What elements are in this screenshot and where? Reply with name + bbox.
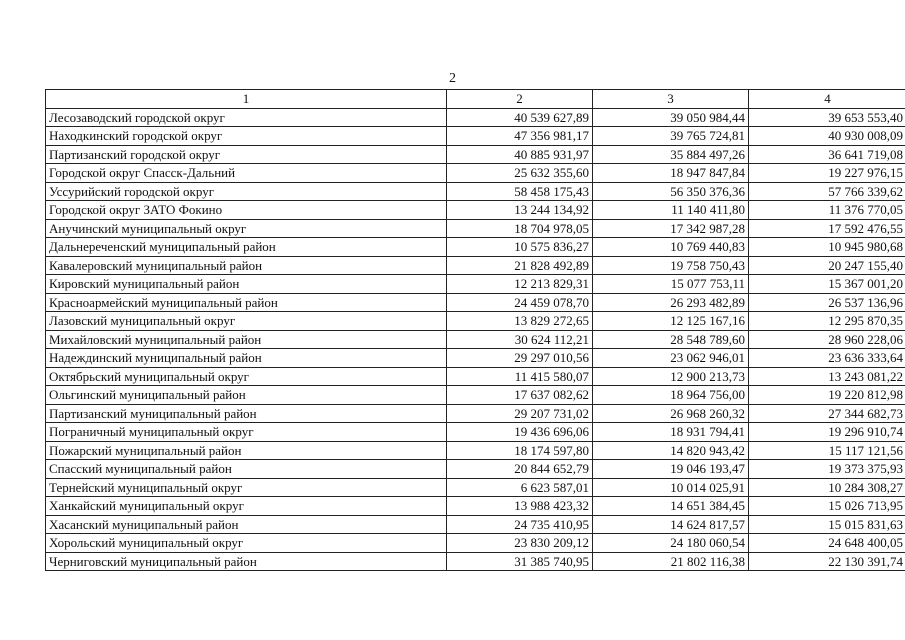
- amount-cell: 40 539 627,89: [447, 108, 593, 127]
- amount-cell: 29 297 010,56: [447, 349, 593, 368]
- amount-cell: 13 829 272,65: [447, 312, 593, 331]
- amount-cell: 28 548 789,60: [593, 330, 749, 349]
- amount-cell: 14 624 817,57: [593, 515, 749, 534]
- table-row: [46, 386, 905, 405]
- table-row: [46, 108, 905, 127]
- amount-cell: 28 960 228,06: [749, 330, 905, 349]
- amount-cell: 10 014 025,91: [593, 478, 749, 497]
- municipality-name-cell: Кировский муниципальный район: [46, 275, 447, 294]
- amount-cell: 10 284 308,27: [749, 478, 905, 497]
- municipality-name-cell: Хорольский муниципальный округ: [46, 534, 447, 553]
- amount-cell: 13 988 423,32: [447, 497, 593, 516]
- amount-cell: 22 130 391,74: [749, 552, 905, 571]
- amount-cell: 30 624 112,21: [447, 330, 593, 349]
- amount-cell: 12 213 829,31: [447, 275, 593, 294]
- table-row: [46, 238, 905, 257]
- amount-cell: 19 373 375,93: [749, 460, 905, 479]
- municipality-name-cell: Пограничный муниципальный округ: [46, 423, 447, 442]
- amount-cell: 19 758 750,43: [593, 256, 749, 275]
- amount-cell: 12 900 213,73: [593, 367, 749, 386]
- amount-cell: 39 765 724,81: [593, 127, 749, 146]
- amount-cell: 27 344 682,73: [749, 404, 905, 423]
- table-row: [46, 330, 905, 349]
- amount-cell: 17 592 476,55: [749, 219, 905, 238]
- amount-cell: 13 244 134,92: [447, 201, 593, 220]
- amount-cell: 19 046 193,47: [593, 460, 749, 479]
- column-header: 3: [593, 90, 749, 109]
- amount-cell: 10 945 980,68: [749, 238, 905, 257]
- table-row: [46, 497, 905, 516]
- municipality-name-cell: Анучинский муниципальный округ: [46, 219, 447, 238]
- amount-cell: 35 884 497,26: [593, 145, 749, 164]
- amount-cell: 24 180 060,54: [593, 534, 749, 553]
- amount-cell: 26 293 482,89: [593, 293, 749, 312]
- amount-cell: 15 117 121,56: [749, 441, 905, 460]
- municipality-name-cell: Ханкайский муниципальный округ: [46, 497, 447, 516]
- table-row: [46, 349, 905, 368]
- municipality-name-cell: Красноармейский муниципальный район: [46, 293, 447, 312]
- table-row: [46, 164, 905, 183]
- amount-cell: 58 458 175,43: [447, 182, 593, 201]
- amount-cell: 21 828 492,89: [447, 256, 593, 275]
- amount-cell: 12 125 167,16: [593, 312, 749, 331]
- table-row: [46, 201, 905, 220]
- table-row: [46, 256, 905, 275]
- table-row: [46, 441, 905, 460]
- amount-cell: 31 385 740,95: [447, 552, 593, 571]
- amount-cell: 36 641 719,08: [749, 145, 905, 164]
- amount-cell: 18 947 847,84: [593, 164, 749, 183]
- municipality-name-cell: Партизанский городской округ: [46, 145, 447, 164]
- amount-cell: 12 295 870,35: [749, 312, 905, 331]
- amount-cell: 40 930 008,09: [749, 127, 905, 146]
- amount-cell: 11 415 580,07: [447, 367, 593, 386]
- municipality-name-cell: Черниговский муниципальный район: [46, 552, 447, 571]
- amount-cell: 14 651 384,45: [593, 497, 749, 516]
- amount-cell: 15 077 753,11: [593, 275, 749, 294]
- amount-cell: 15 026 713,95: [749, 497, 905, 516]
- municipality-name-cell: Лазовский муниципальный округ: [46, 312, 447, 331]
- amount-cell: 39 653 553,40: [749, 108, 905, 127]
- table-body: [46, 108, 905, 571]
- column-header: 2: [447, 90, 593, 109]
- amount-cell: 25 632 355,60: [447, 164, 593, 183]
- table-row: [46, 145, 905, 164]
- table-row: [46, 219, 905, 238]
- amount-cell: 56 350 376,36: [593, 182, 749, 201]
- municipality-name-cell: Октябрьский муниципальный округ: [46, 367, 447, 386]
- amount-cell: 17 637 082,62: [447, 386, 593, 405]
- amount-cell: 20 844 652,79: [447, 460, 593, 479]
- amount-cell: 19 220 812,98: [749, 386, 905, 405]
- municipality-name-cell: Пожарский муниципальный район: [46, 441, 447, 460]
- municipality-name-cell: Городской округ Спасск-Дальний: [46, 164, 447, 183]
- table-row: [46, 293, 905, 312]
- column-header: 4: [749, 90, 905, 109]
- table-row: [46, 534, 905, 553]
- municipality-name-cell: Михайловский муниципальный район: [46, 330, 447, 349]
- municipality-name-cell: Спасский муниципальный район: [46, 460, 447, 479]
- amount-cell: 10 575 836,27: [447, 238, 593, 257]
- table-row: [46, 478, 905, 497]
- amount-cell: 19 227 976,15: [749, 164, 905, 183]
- table-row: [46, 312, 905, 331]
- municipality-name-cell: Лесозаводский городской округ: [46, 108, 447, 127]
- table-row: [46, 182, 905, 201]
- amount-cell: 19 436 696,06: [447, 423, 593, 442]
- municipality-name-cell: Тернейский муниципальный округ: [46, 478, 447, 497]
- municipality-name-cell: Партизанский муниципальный район: [46, 404, 447, 423]
- amount-cell: 13 243 081,22: [749, 367, 905, 386]
- municipality-name-cell: Ольгинский муниципальный район: [46, 386, 447, 405]
- municipality-name-cell: Кавалеровский муниципальный район: [46, 256, 447, 275]
- amount-cell: 26 968 260,32: [593, 404, 749, 423]
- amount-cell: 11 376 770,05: [749, 201, 905, 220]
- amount-cell: 23 062 946,01: [593, 349, 749, 368]
- amount-cell: 21 802 116,38: [593, 552, 749, 571]
- amount-cell: 24 459 078,70: [447, 293, 593, 312]
- amount-cell: 23 830 209,12: [447, 534, 593, 553]
- municipality-name-cell: Хасанский муниципальный район: [46, 515, 447, 534]
- municipality-name-cell: Надеждинский муниципальный район: [46, 349, 447, 368]
- amount-cell: 47 356 981,17: [447, 127, 593, 146]
- municipality-name-cell: Уссурийский городской округ: [46, 182, 447, 201]
- table-row: [46, 275, 905, 294]
- amount-cell: 26 537 136,96: [749, 293, 905, 312]
- table-row: [46, 515, 905, 534]
- amount-cell: 18 931 794,41: [593, 423, 749, 442]
- amount-cell: 20 247 155,40: [749, 256, 905, 275]
- table-row: [46, 367, 905, 386]
- amount-cell: 29 207 731,02: [447, 404, 593, 423]
- amount-cell: 23 636 333,64: [749, 349, 905, 368]
- column-header: 1: [46, 90, 447, 109]
- amount-cell: 18 964 756,00: [593, 386, 749, 405]
- amount-cell: 10 769 440,83: [593, 238, 749, 257]
- municipality-name-cell: Дальнереченский муниципальный район: [46, 238, 447, 257]
- amount-cell: 11 140 411,80: [593, 201, 749, 220]
- amount-cell: 19 296 910,74: [749, 423, 905, 442]
- table-row: [46, 423, 905, 442]
- table-row: [46, 460, 905, 479]
- page-number: 2: [449, 71, 456, 86]
- table-row: [46, 127, 905, 146]
- amount-cell: 24 648 400,05: [749, 534, 905, 553]
- amount-cell: 6 623 587,01: [447, 478, 593, 497]
- amount-cell: 57 766 339,62: [749, 182, 905, 201]
- amount-cell: 15 015 831,63: [749, 515, 905, 534]
- amount-cell: 17 342 987,28: [593, 219, 749, 238]
- table-row: [46, 552, 905, 571]
- amount-cell: 14 820 943,42: [593, 441, 749, 460]
- budget-table: [45, 89, 905, 571]
- amount-cell: 18 704 978,05: [447, 219, 593, 238]
- table-row: [46, 404, 905, 423]
- amount-cell: 18 174 597,80: [447, 441, 593, 460]
- amount-cell: 15 367 001,20: [749, 275, 905, 294]
- amount-cell: 40 885 931,97: [447, 145, 593, 164]
- municipality-name-cell: Находкинский городской округ: [46, 127, 447, 146]
- table-header-row: [46, 90, 905, 109]
- amount-cell: 24 735 410,95: [447, 515, 593, 534]
- amount-cell: 39 050 984,44: [593, 108, 749, 127]
- municipality-name-cell: Городской округ ЗАТО Фокино: [46, 201, 447, 220]
